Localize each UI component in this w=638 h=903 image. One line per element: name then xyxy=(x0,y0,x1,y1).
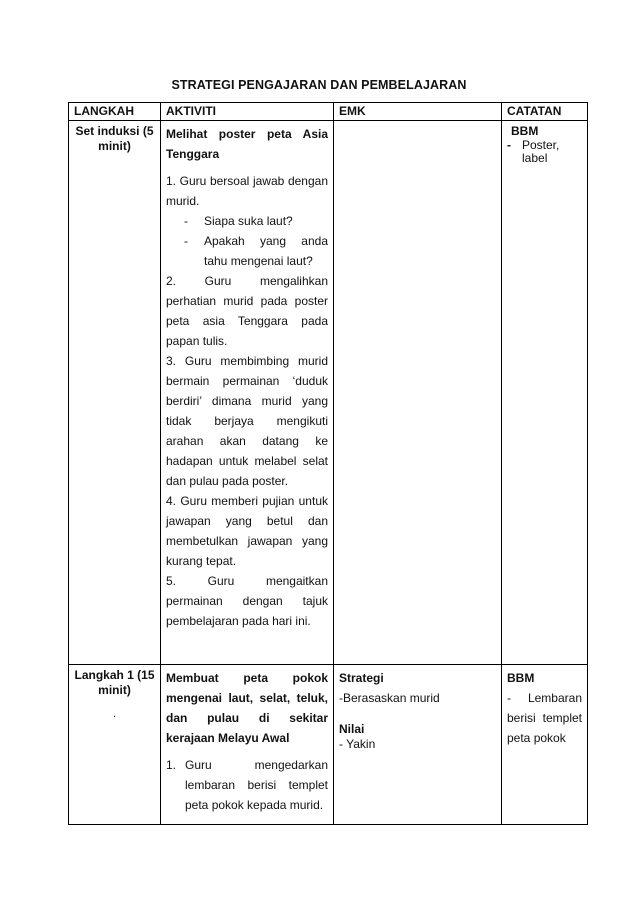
aktiviti-cell xyxy=(161,121,334,665)
header-emk: EMK xyxy=(334,103,502,121)
langkah-text: Langkah 1 (15 minit) xyxy=(74,668,155,697)
langkah-mark: . xyxy=(112,706,117,720)
langkah-cell xyxy=(69,665,161,825)
list-item: 1. Guru mengedarkan lembaran berisi templet peta pokok kepada murid. xyxy=(166,758,328,812)
document-title: STRATEGI PENGAJARAN DAN PEMBELAJARAN xyxy=(171,78,467,92)
catatan-cell xyxy=(502,665,588,825)
header-catatan: CATATAN xyxy=(502,103,588,121)
table-row xyxy=(69,121,588,665)
table-header-row xyxy=(69,103,588,121)
list-item: - Poster, label xyxy=(507,138,560,165)
aktiviti-step: 5. Guru mengaitkan permainan dengan tajuk pembelajaran pada hari ini. xyxy=(166,574,328,628)
question-list xyxy=(166,211,328,271)
catatan-title: BBM xyxy=(511,124,539,138)
aktiviti-step: 4. Guru memberi pujian untuk jawapan yang betul dan membetulkan jawapan yang kurang tepat. xyxy=(166,494,328,568)
table-row xyxy=(69,665,588,825)
catatan-title: BBM xyxy=(507,671,535,685)
langkah-cell xyxy=(69,121,161,665)
emk-strategi-title: Strategi xyxy=(339,671,384,685)
emk-cell xyxy=(334,665,502,825)
aktiviti-title: Membuat peta pokok mengenai laut, selat, teluk, dan pulau di sekitar kerajaan Melayu Awal xyxy=(166,671,328,745)
langkah-text: Set induksi (5 minit) xyxy=(75,124,154,153)
lesson-plan-table xyxy=(68,102,588,825)
aktiviti-step: 2. Guru mengalihkan perhatian murid pada poster peta asia Tenggara pada papan tulis. xyxy=(166,274,328,348)
catatan-text: - Lembaran berisi templet peta pokok xyxy=(507,691,582,745)
aktiviti-title: Melihat poster peta Asia Tenggara xyxy=(166,127,328,161)
emk-nilai-title: Nilai xyxy=(339,722,365,736)
header-langkah: LANGKAH xyxy=(69,103,161,121)
aktiviti-step: 1. Guru bersoal jawab dengan murid. xyxy=(166,174,328,208)
emk-nilai-text: - Yakin xyxy=(339,737,376,751)
emk-strategi-text: -Berasaskan murid xyxy=(339,691,440,705)
list-item: - Siapa suka laut? xyxy=(184,214,293,228)
list-item: - Apakah yang anda tahu mengenai laut? xyxy=(184,234,328,268)
aktiviti-step: 3. Guru membimbing murid bermain permainan ‘duduk berdiri’ dimana murid yang tidak berjaya mengikuti arahan akan datang ke hadapan untuk melabel selat dan pulau pada poster. xyxy=(166,354,328,488)
aktiviti-cell xyxy=(161,665,334,825)
catatan-cell xyxy=(502,121,588,665)
header-aktiviti: AKTIVITI xyxy=(161,103,334,121)
emk-cell xyxy=(334,121,502,665)
